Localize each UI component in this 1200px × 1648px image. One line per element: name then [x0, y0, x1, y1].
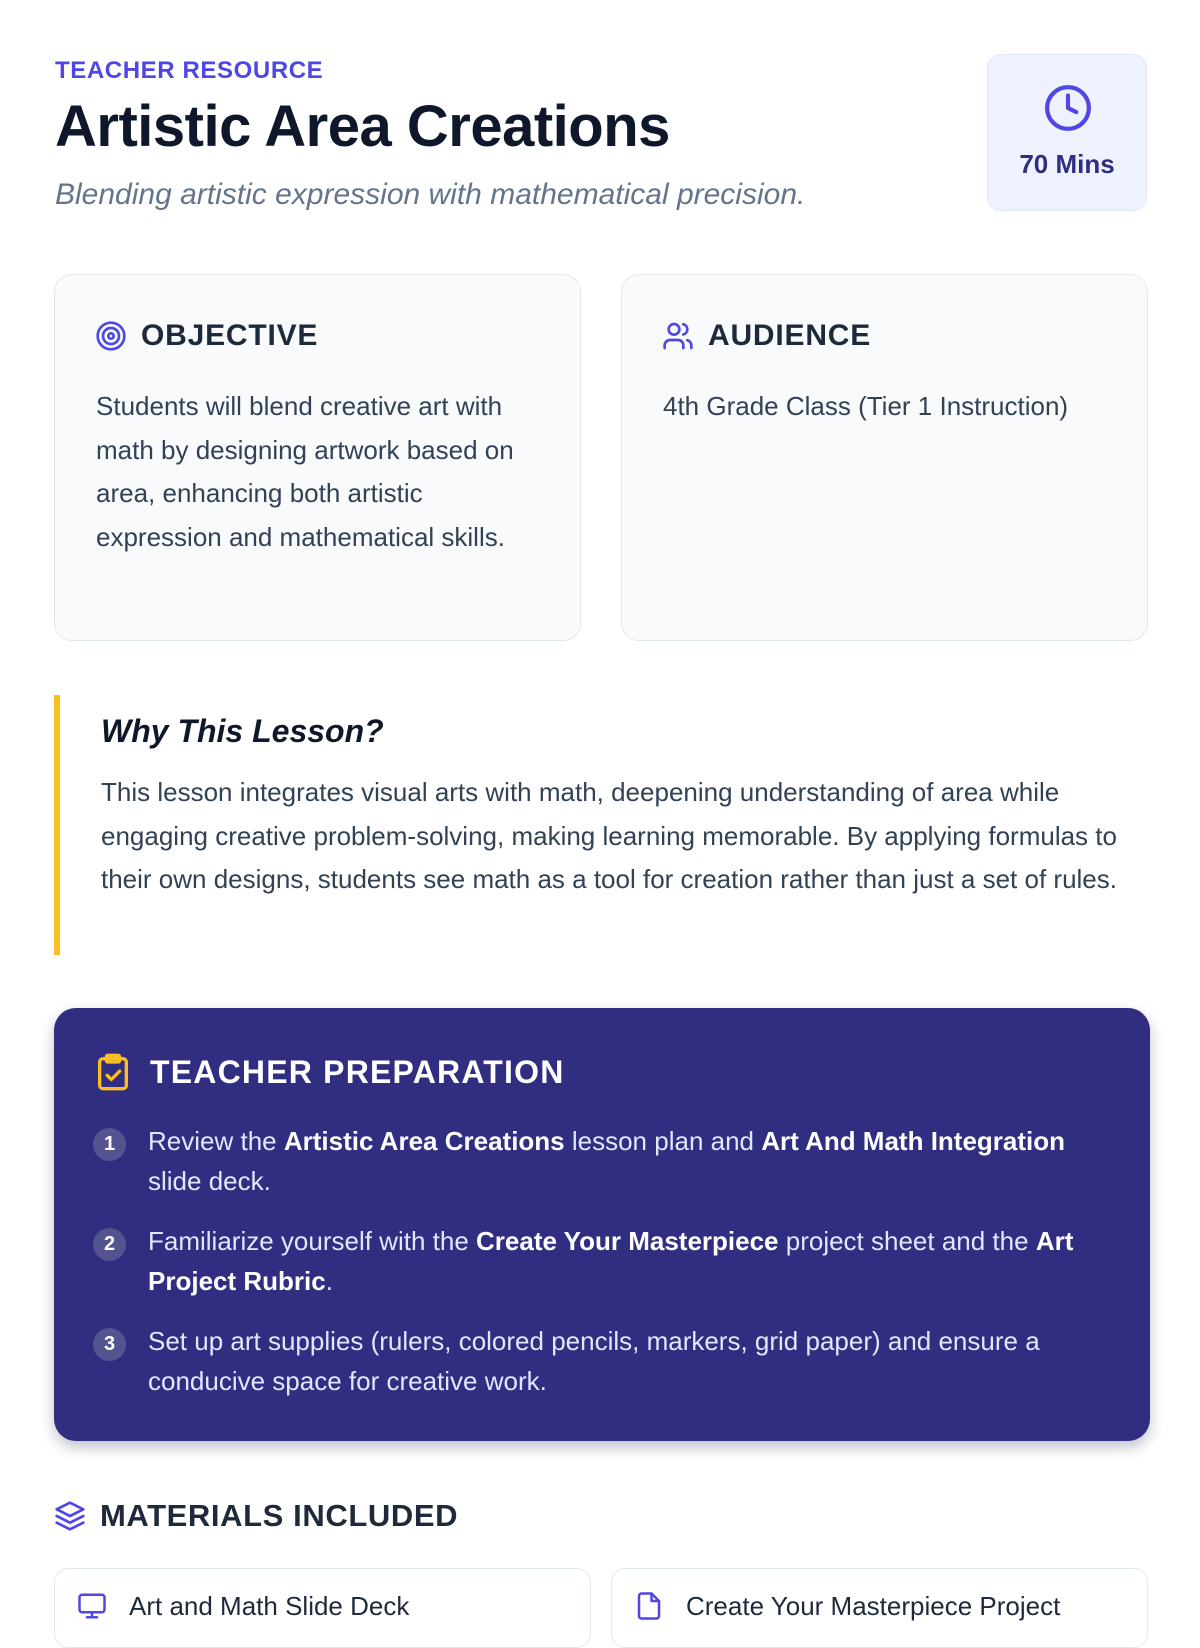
audience-text: 4th Grade Class (Tier 1 Instruction) — [663, 391, 1069, 421]
step-number: 3 — [93, 1328, 126, 1361]
why-text: This lesson integrates visual arts with math, deepening understanding of area while engaging creative problem-solving, making learning memorable. By applying formulas to their own designs, students see math as a tool for creation rather than just a set of rules. — [101, 777, 1117, 894]
duration-badge — [987, 54, 1147, 211]
layers-icon — [54, 1500, 86, 1532]
eyebrow-label: TEACHER RESOURCE — [55, 57, 324, 84]
objective-card — [54, 274, 581, 641]
page-title: Artistic Area Creations — [55, 94, 670, 159]
prep-step: 1 Review the Artistic Area Creations lesson plan and Art And Math Integration slide deck. — [93, 1121, 1110, 1201]
material-label: Art and Math Slide Deck — [129, 1591, 410, 1621]
step-number: 1 — [93, 1128, 126, 1161]
prep-step: 2 Familiarize yourself with the Create Your Masterpiece project sheet and the Art Project Rubric. — [93, 1221, 1110, 1301]
page-subtitle: Blending artistic expression with mathematical precision. — [55, 178, 806, 211]
clock-icon — [1043, 83, 1093, 133]
prep-steps-list — [93, 1121, 1110, 1421]
step-number: 2 — [93, 1228, 126, 1261]
objective-heading: OBJECTIVE — [141, 319, 319, 352]
audience-card — [621, 274, 1148, 641]
clipboard-check-icon — [96, 1052, 130, 1092]
material-label: Create Your Masterpiece Project — [686, 1591, 1061, 1621]
prep-heading: TEACHER PREPARATION — [150, 1053, 565, 1090]
presentation-icon — [77, 1591, 107, 1621]
file-icon — [634, 1591, 664, 1621]
why-title: Why This Lesson? — [101, 713, 384, 749]
material-item[interactable] — [54, 1568, 591, 1648]
materials-heading-row — [54, 1498, 458, 1534]
materials-heading: MATERIALS INCLUDED — [100, 1498, 459, 1533]
prep-step: 3 Set up art supplies (rulers, colored pencils, markers, grid paper) and ensure a conducive space for creative work. — [93, 1321, 1110, 1401]
audience-heading: AUDIENCE — [708, 319, 872, 352]
why-this-lesson-callout — [54, 695, 1150, 955]
material-item[interactable] — [611, 1568, 1148, 1648]
objective-text: Students will blend creative art with math by designing artwork based on area, enhancing both artistic expression and mathematical skills. — [96, 391, 514, 552]
target-icon — [95, 320, 127, 352]
teacher-preparation-panel — [54, 1008, 1150, 1441]
users-icon — [662, 320, 694, 352]
duration-value: 70 Mins — [1019, 149, 1115, 179]
